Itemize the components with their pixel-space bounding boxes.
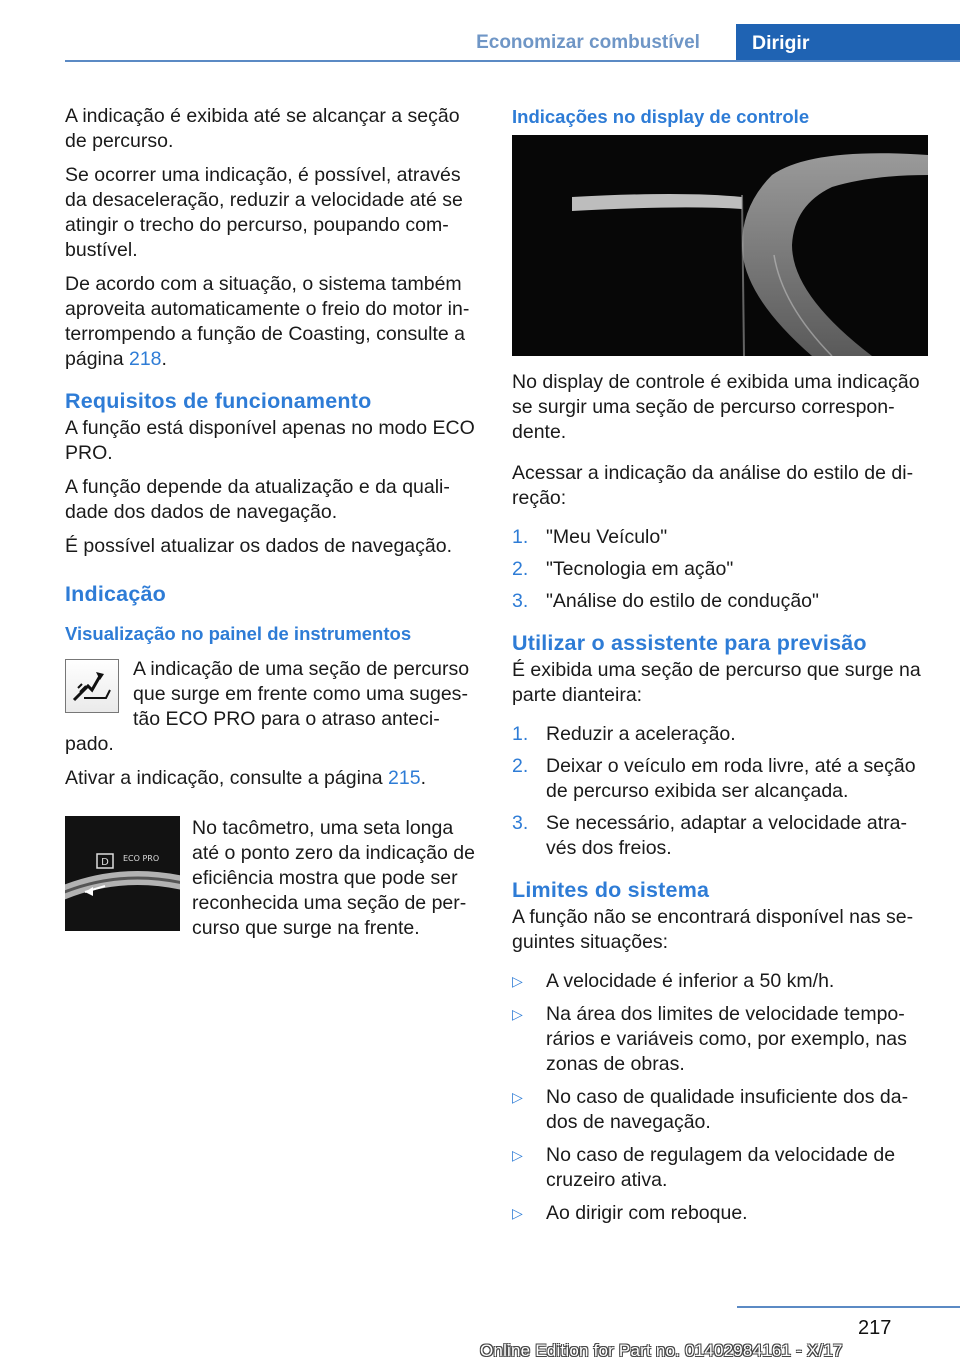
running-header-section: Economizar combustível — [476, 32, 700, 53]
header-rule — [65, 60, 960, 62]
triangle-bullet-icon: ▷ — [512, 973, 523, 989]
heading-utilizar: Utilizar o assistente para previsão — [512, 631, 867, 655]
left-column — [65, 104, 480, 950]
triangle-bullet-icon: ▷ — [512, 1205, 523, 1221]
list-item: ▷ Na área dos limites de velocidade temporários e variáveis como, por exemplo, nas zonas de obras. — [512, 1003, 907, 1075]
subheading-painel: Visualização no painel de instrumentos — [65, 623, 412, 644]
limits-list — [512, 969, 930, 1226]
running-header-chapter-tab — [736, 24, 960, 62]
paragraph: Se ocorrer uma indicação, é possível, através da desaceleração, reduzir a velocidade até se atingir o trecho do percurso, poupando combustível. — [65, 164, 463, 261]
paragraph: No display de controle é exibida uma indicação se surgir uma seção de percurso correspondente. — [512, 371, 920, 443]
paragraph: A função não se encontrará disponível nas seguintes situações: — [512, 906, 914, 953]
menu-path-list — [512, 525, 930, 614]
paragraph: É possível atualizar os dados de navegação. — [65, 535, 453, 557]
subheading-display: Indicações no display de controle — [512, 106, 810, 127]
gauge-d-label: D — [101, 857, 109, 868]
paragraph: A indicação é exibida até se alcançar a seção de percurso. — [65, 105, 460, 152]
list-item: ▷ No caso de qualidade insuficiente dos dados de navegação. — [512, 1086, 909, 1133]
paragraph: De acordo com a situação, o sistema também aproveita automaticamente o freio do motor interrompendo a função de Coasting, consulte a página 218. — [65, 273, 470, 370]
list-item: ▷ A velocidade é inferior a 50 km/h. — [512, 970, 835, 992]
road-curve-warning-icon — [65, 659, 119, 713]
usage-steps-list — [512, 722, 930, 861]
paragraph: No tacômetro, uma seta longa até o ponto zero da indicação de eficiência mostra que pode ser reconhecida uma seção de percurso que surge na frente. — [192, 817, 475, 939]
gauge-eco-label: ECO PRO — [123, 854, 160, 863]
paragraph: É exibida uma seção de percurso que surge na parte dianteira: — [512, 659, 921, 706]
list-item: ▷ No caso de regulagem da velocidade de cruzeiro ativa. — [512, 1144, 896, 1191]
triangle-bullet-icon: ▷ — [512, 1147, 523, 1163]
heading-requisitos: Requisitos de funcionamento — [65, 389, 372, 413]
paragraph: Acessar a indicação da análise do estilo de direção: — [512, 462, 914, 509]
page-link-215[interactable]: 215 — [388, 767, 421, 789]
paragraph: A função depende da atualização e da qualidade dos dados de navegação. — [65, 476, 450, 523]
list-item: ▷ Ao dirigir com reboque. — [512, 1202, 748, 1224]
list-item: 1. "Meu Veículo" — [512, 526, 668, 548]
edition-footer: Online Edition for Part no. 01402984161 - X/17 — [480, 1341, 843, 1360]
triangle-bullet-icon: ▷ — [512, 1089, 523, 1105]
chapter-tab-label: Dirigir — [752, 32, 810, 54]
list-item: 2. "Tecnologia em ação" — [512, 558, 734, 580]
list-item: 2. Deixar o veículo em roda livre, até a seção de percurso exibida ser alcançada. — [512, 755, 916, 802]
control-display-road-image — [512, 135, 928, 356]
list-item: 3. Se necessário, adaptar a velocidade através dos freios. — [512, 812, 907, 859]
page-number: 217 — [858, 1317, 892, 1339]
triangle-bullet-icon: ▷ — [512, 1006, 523, 1022]
paragraph: Ativar a indicação, consulte a página 215. — [65, 767, 427, 789]
paragraph: A indicação de uma seção de percurso que surge em frente como uma sugestão ECO PRO para o atraso antecipado. — [65, 658, 470, 755]
paragraph: A função está disponível apenas no modo ECO PRO. — [65, 417, 475, 464]
eco-pro-gauge-image — [65, 816, 180, 931]
right-column — [512, 104, 930, 1238]
heading-indicacao: Indicação — [65, 582, 166, 606]
page-link-218[interactable]: 218 — [128, 348, 162, 370]
footer-rule — [737, 1306, 960, 1308]
list-item: 1. Reduzir a aceleração. — [512, 723, 736, 745]
heading-limites: Limites do sistema — [512, 878, 710, 902]
list-item: 3. "Análise do estilo de condução" — [512, 590, 819, 612]
